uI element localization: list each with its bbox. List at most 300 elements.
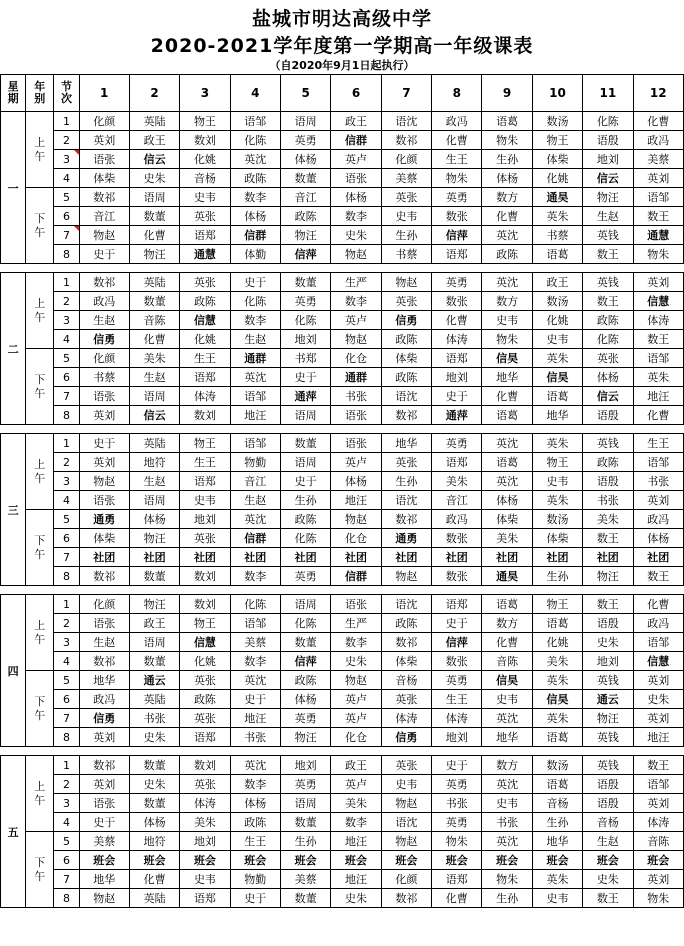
course-cell: 英钱: [583, 273, 633, 292]
course-cell: 生赵: [230, 491, 280, 510]
table-row: [1, 690, 684, 709]
course-cell: 史于: [230, 273, 280, 292]
table-row: [1, 226, 684, 245]
course-cell: 通云: [583, 690, 633, 709]
course-cell: 数王: [583, 889, 633, 908]
course-cell: 数张: [432, 529, 482, 548]
course-cell: 化曹: [633, 112, 684, 131]
course-cell: 体涛: [180, 387, 230, 406]
course-cell: 数祁: [381, 633, 431, 652]
session-label: 下 午: [26, 510, 54, 586]
period-number-text: 4: [62, 815, 70, 829]
course-cell: 物汪: [129, 529, 179, 548]
course-cell: 英刘: [79, 453, 129, 472]
course-cell: 化曹: [432, 131, 482, 150]
course-cell: 语张: [331, 406, 381, 425]
course-cell: 通昊: [532, 188, 582, 207]
comment-marker-icon: [74, 226, 79, 231]
course-cell: 生孙: [381, 226, 431, 245]
course-cell: 数祁: [381, 889, 431, 908]
course-cell: 语周: [280, 406, 330, 425]
course-cell: 化陈: [583, 112, 633, 131]
course-cell: 物汪: [583, 567, 633, 586]
course-cell: 语张: [79, 387, 129, 406]
class-header: 8: [432, 75, 482, 112]
course-cell: 数王: [633, 567, 684, 586]
period-number-text: 2: [62, 294, 70, 308]
course-cell: 地符: [129, 832, 179, 851]
course-cell: 地刘: [432, 728, 482, 747]
course-cell: 生孙: [482, 150, 532, 169]
course-cell: 生孙: [381, 472, 431, 491]
course-cell: 政王: [129, 131, 179, 150]
course-cell: 语周: [129, 387, 179, 406]
period-number-text: 2: [62, 455, 70, 469]
period-number: [54, 832, 79, 851]
course-cell: 英朱: [532, 870, 582, 889]
course-cell: 语张: [79, 614, 129, 633]
table-row: [1, 131, 684, 150]
table-row: [1, 870, 684, 889]
course-cell: 地汪: [633, 728, 684, 747]
course-cell: 音陈: [482, 652, 532, 671]
course-cell: 体杨: [331, 188, 381, 207]
period-number: [54, 368, 79, 387]
course-cell: 史于: [432, 387, 482, 406]
course-cell: 社团: [482, 548, 532, 567]
course-cell: 美朱: [180, 813, 230, 832]
course-cell: 信勇: [381, 728, 431, 747]
comment-marker-icon: [74, 150, 79, 155]
period-number-text: 5: [62, 351, 70, 365]
course-cell: 英刘: [633, 709, 684, 728]
course-cell: 化曹: [129, 330, 179, 349]
course-cell: 英沈: [482, 434, 532, 453]
course-cell: 政陈: [381, 614, 431, 633]
period-number: [54, 775, 79, 794]
course-cell: 体涛: [381, 709, 431, 728]
course-cell: 化陈: [280, 614, 330, 633]
header-row: [1, 75, 684, 112]
course-cell: 生王: [180, 349, 230, 368]
period-number-text: 6: [62, 209, 70, 223]
course-cell: 物汪: [583, 188, 633, 207]
course-cell: 语郑: [180, 472, 230, 491]
period-number: [54, 112, 79, 131]
table-row: [1, 434, 684, 453]
period-number: [54, 349, 79, 368]
course-cell: 英勇: [432, 775, 482, 794]
course-cell: 书张: [633, 472, 684, 491]
course-cell: 语殷: [583, 472, 633, 491]
period-number: [54, 709, 79, 728]
course-cell: 化陈: [230, 131, 280, 150]
course-cell: 通云: [129, 671, 179, 690]
course-cell: 数王: [583, 595, 633, 614]
table-row: [1, 349, 684, 368]
course-cell: 美朱: [482, 529, 532, 548]
course-cell: 数李: [331, 292, 381, 311]
course-cell: 通萍: [432, 406, 482, 425]
course-cell: 英朱: [532, 349, 582, 368]
course-cell: 语张: [331, 595, 381, 614]
course-cell: 语沈: [381, 595, 431, 614]
table-row: [1, 207, 684, 226]
course-cell: 英卢: [331, 709, 381, 728]
period-number: [54, 728, 79, 747]
class-header: 3: [180, 75, 230, 112]
course-cell: 语张: [79, 794, 129, 813]
course-cell: 社团: [79, 548, 129, 567]
course-cell: 英朱: [532, 207, 582, 226]
course-cell: 班会: [280, 851, 330, 870]
period-number-text: 1: [62, 275, 70, 289]
course-cell: 英勇: [280, 567, 330, 586]
course-cell: 语葛: [532, 728, 582, 747]
course-cell: 化曹: [432, 889, 482, 908]
header-period: 节 次: [54, 75, 79, 112]
course-cell: 体涛: [432, 709, 482, 728]
course-cell: 社团: [180, 548, 230, 567]
course-cell: 数王: [583, 245, 633, 264]
course-cell: 数祁: [79, 188, 129, 207]
course-cell: 体杨: [482, 491, 532, 510]
course-cell: 数祁: [79, 567, 129, 586]
course-cell: 化姚: [532, 633, 582, 652]
period-number-text: 6: [62, 531, 70, 545]
course-cell: 政冯: [432, 510, 482, 529]
period-number-text: 3: [62, 152, 70, 166]
session-label: 上 午: [26, 595, 54, 671]
course-cell: 数方: [482, 188, 532, 207]
table-row: [1, 406, 684, 425]
course-cell: 史朱: [129, 169, 179, 188]
course-cell: 体杨: [230, 207, 280, 226]
course-cell: 化曹: [482, 207, 532, 226]
course-cell: 英张: [381, 292, 431, 311]
course-cell: 英沈: [230, 756, 280, 775]
course-cell: 化陈: [280, 311, 330, 330]
period-number-text: 4: [62, 171, 70, 185]
course-cell: 物勤: [230, 870, 280, 889]
course-cell: 物赵: [331, 671, 381, 690]
course-cell: 化姚: [180, 652, 230, 671]
course-cell: 通昊: [482, 567, 532, 586]
course-cell: 社团: [432, 548, 482, 567]
period-number: [54, 671, 79, 690]
course-cell: 英钱: [583, 671, 633, 690]
course-cell: 史韦: [180, 188, 230, 207]
course-cell: 英钱: [583, 226, 633, 245]
course-cell: 生赵: [583, 207, 633, 226]
period-number: [54, 226, 79, 245]
course-cell: 通慧: [180, 245, 230, 264]
course-cell: 信昊: [532, 690, 582, 709]
course-cell: 信萍: [432, 633, 482, 652]
course-cell: 物汪: [129, 245, 179, 264]
course-cell: 史于: [230, 889, 280, 908]
course-cell: 地汪: [230, 709, 280, 728]
table-row: [1, 150, 684, 169]
course-cell: 语殷: [583, 131, 633, 150]
course-cell: 数祁: [79, 273, 129, 292]
course-cell: 班会: [230, 851, 280, 870]
course-cell: 体柴: [79, 529, 129, 548]
day-separator: [1, 747, 684, 756]
course-cell: 物赵: [381, 273, 431, 292]
course-cell: 英卢: [331, 311, 381, 330]
course-cell: 史韦: [532, 889, 582, 908]
period-number: [54, 614, 79, 633]
period-number-text: 8: [62, 247, 70, 261]
period-number: [54, 690, 79, 709]
course-cell: 书张: [583, 491, 633, 510]
course-cell: 美朱: [532, 652, 582, 671]
table-row: [1, 112, 684, 131]
course-cell: 物朱: [432, 832, 482, 851]
course-cell: 数董: [129, 292, 179, 311]
table-row: [1, 548, 684, 567]
class-header: 6: [331, 75, 381, 112]
course-cell: 化曹: [432, 311, 482, 330]
course-cell: 语葛: [482, 595, 532, 614]
course-cell: 地刘: [583, 150, 633, 169]
course-cell: 语周: [129, 633, 179, 652]
course-cell: 化曹: [129, 870, 179, 889]
class-header: 5: [280, 75, 330, 112]
course-cell: 音杨: [532, 794, 582, 813]
course-cell: 物勤: [230, 453, 280, 472]
course-cell: 化姚: [532, 311, 582, 330]
table-row: [1, 529, 684, 548]
course-cell: 数王: [633, 207, 684, 226]
period-number: [54, 813, 79, 832]
table-row: [1, 491, 684, 510]
course-cell: 数刘: [180, 567, 230, 586]
course-cell: 史韦: [482, 690, 532, 709]
course-cell: 英刘: [633, 169, 684, 188]
table-row: [1, 510, 684, 529]
table-row: [1, 756, 684, 775]
course-cell: 信慧: [180, 311, 230, 330]
course-cell: 史朱: [129, 728, 179, 747]
course-cell: 史韦: [532, 472, 582, 491]
course-cell: 语郑: [432, 349, 482, 368]
course-cell: 史朱: [583, 870, 633, 889]
course-cell: 语邹: [633, 453, 684, 472]
course-cell: 信昊: [482, 671, 532, 690]
course-cell: 语邹: [633, 633, 684, 652]
course-cell: 数王: [583, 292, 633, 311]
period-number: [54, 188, 79, 207]
course-cell: 英卢: [331, 150, 381, 169]
course-cell: 物朱: [432, 169, 482, 188]
course-cell: 政冯: [432, 112, 482, 131]
period-number: [54, 387, 79, 406]
table-row: [1, 652, 684, 671]
course-cell: 英沈: [482, 273, 532, 292]
course-cell: 数祁: [381, 131, 431, 150]
course-cell: 语郑: [180, 728, 230, 747]
session-label: 上 午: [26, 756, 54, 832]
period-number-text: 2: [62, 133, 70, 147]
period-number-text: 5: [62, 834, 70, 848]
course-cell: 语周: [129, 188, 179, 207]
course-cell: 英勇: [280, 131, 330, 150]
course-cell: 音陈: [129, 311, 179, 330]
course-cell: 体柴: [381, 652, 431, 671]
course-cell: 生赵: [79, 311, 129, 330]
course-cell: 美蔡: [633, 150, 684, 169]
course-cell: 语张: [79, 491, 129, 510]
course-cell: 语周: [129, 491, 179, 510]
course-cell: 书张: [230, 728, 280, 747]
course-cell: 体杨: [482, 169, 532, 188]
course-cell: 数董: [280, 169, 330, 188]
course-cell: 数王: [633, 756, 684, 775]
course-cell: 物朱: [482, 330, 532, 349]
course-cell: 数祁: [79, 652, 129, 671]
period-number: [54, 150, 79, 169]
course-cell: 化颜: [381, 870, 431, 889]
period-number: [54, 633, 79, 652]
period-number-text: 7: [62, 711, 70, 725]
course-cell: 书蔡: [532, 226, 582, 245]
course-cell: 生严: [331, 273, 381, 292]
period-number-text: 3: [62, 313, 70, 327]
course-cell: 音江: [230, 472, 280, 491]
course-cell: 物汪: [280, 728, 330, 747]
course-cell: 语邹: [633, 188, 684, 207]
course-cell: 语邹: [230, 434, 280, 453]
table-row: [1, 851, 684, 870]
course-cell: 生王: [230, 832, 280, 851]
course-cell: 社团: [129, 548, 179, 567]
course-cell: 美蔡: [79, 832, 129, 851]
course-cell: 化颜: [79, 595, 129, 614]
session-label: 上 午: [26, 273, 54, 349]
class-header: 9: [482, 75, 532, 112]
period-number: [54, 595, 79, 614]
period-number: [54, 169, 79, 188]
course-cell: 英勇: [280, 709, 330, 728]
course-cell: 生孙: [280, 491, 330, 510]
course-cell: 数李: [230, 652, 280, 671]
course-cell: 生王: [432, 690, 482, 709]
course-cell: 音杨: [381, 671, 431, 690]
day-separator: [1, 586, 684, 595]
table-row: [1, 728, 684, 747]
course-cell: 语葛: [532, 387, 582, 406]
period-number: [54, 330, 79, 349]
course-cell: 生孙: [532, 813, 582, 832]
course-cell: 语葛: [532, 245, 582, 264]
course-cell: 史于: [79, 813, 129, 832]
course-cell: 语沈: [381, 112, 431, 131]
course-cell: 语葛: [532, 775, 582, 794]
course-cell: 化颜: [79, 349, 129, 368]
class-header: 11: [583, 75, 633, 112]
course-cell: 信群: [331, 567, 381, 586]
course-cell: 英刘: [79, 406, 129, 425]
course-cell: 语殷: [583, 794, 633, 813]
course-cell: 语沈: [381, 813, 431, 832]
course-cell: 英张: [180, 671, 230, 690]
timetable: [0, 74, 684, 908]
course-cell: 英勇: [432, 434, 482, 453]
period-number-text: 6: [62, 853, 70, 867]
course-cell: 数刘: [180, 131, 230, 150]
course-cell: 信云: [129, 406, 179, 425]
period-number-text: 8: [62, 891, 70, 905]
table-row: [1, 245, 684, 264]
course-cell: 物王: [532, 595, 582, 614]
period-number: [54, 311, 79, 330]
course-cell: 化曹: [633, 595, 684, 614]
course-cell: 史于: [432, 614, 482, 633]
course-cell: 物赵: [79, 226, 129, 245]
table-row: [1, 273, 684, 292]
course-cell: 英勇: [432, 671, 482, 690]
course-cell: 化陈: [230, 595, 280, 614]
course-cell: 音江: [280, 188, 330, 207]
course-cell: 书张: [432, 794, 482, 813]
period-number: [54, 453, 79, 472]
course-cell: 英张: [180, 273, 230, 292]
course-cell: 英沈: [230, 150, 280, 169]
course-cell: 体杨: [633, 529, 684, 548]
course-cell: 生严: [331, 614, 381, 633]
course-cell: 信云: [129, 150, 179, 169]
period-number: [54, 292, 79, 311]
course-cell: 英沈: [482, 472, 532, 491]
session-label: 下 午: [26, 671, 54, 747]
course-cell: 物赵: [381, 794, 431, 813]
course-cell: 物朱: [482, 131, 532, 150]
period-number-text: 3: [62, 474, 70, 488]
course-cell: 英勇: [280, 292, 330, 311]
course-cell: 体杨: [280, 150, 330, 169]
course-cell: 语沈: [381, 387, 431, 406]
period-number: [54, 406, 79, 425]
course-cell: 史朱: [331, 652, 381, 671]
course-cell: 英陆: [129, 273, 179, 292]
course-cell: 音陈: [633, 832, 684, 851]
course-cell: 物赵: [381, 832, 431, 851]
course-cell: 书张: [129, 709, 179, 728]
course-cell: 物王: [180, 112, 230, 131]
course-cell: 书蔡: [381, 245, 431, 264]
course-cell: 物王: [180, 434, 230, 453]
course-cell: 语郑: [432, 453, 482, 472]
course-cell: 体杨: [280, 690, 330, 709]
course-cell: 班会: [482, 851, 532, 870]
period-number-text: 6: [62, 692, 70, 706]
course-cell: 美朱: [129, 349, 179, 368]
session-label: 上 午: [26, 434, 54, 510]
course-cell: 英刘: [633, 870, 684, 889]
course-cell: 政陈: [230, 813, 280, 832]
period-number: [54, 567, 79, 586]
course-cell: 班会: [331, 851, 381, 870]
table-row: [1, 453, 684, 472]
weekday-label: 四: [1, 595, 26, 747]
course-cell: 语郑: [432, 595, 482, 614]
course-cell: 班会: [633, 851, 684, 870]
course-cell: 数张: [432, 652, 482, 671]
course-cell: 英朱: [532, 709, 582, 728]
course-cell: 地华: [79, 671, 129, 690]
